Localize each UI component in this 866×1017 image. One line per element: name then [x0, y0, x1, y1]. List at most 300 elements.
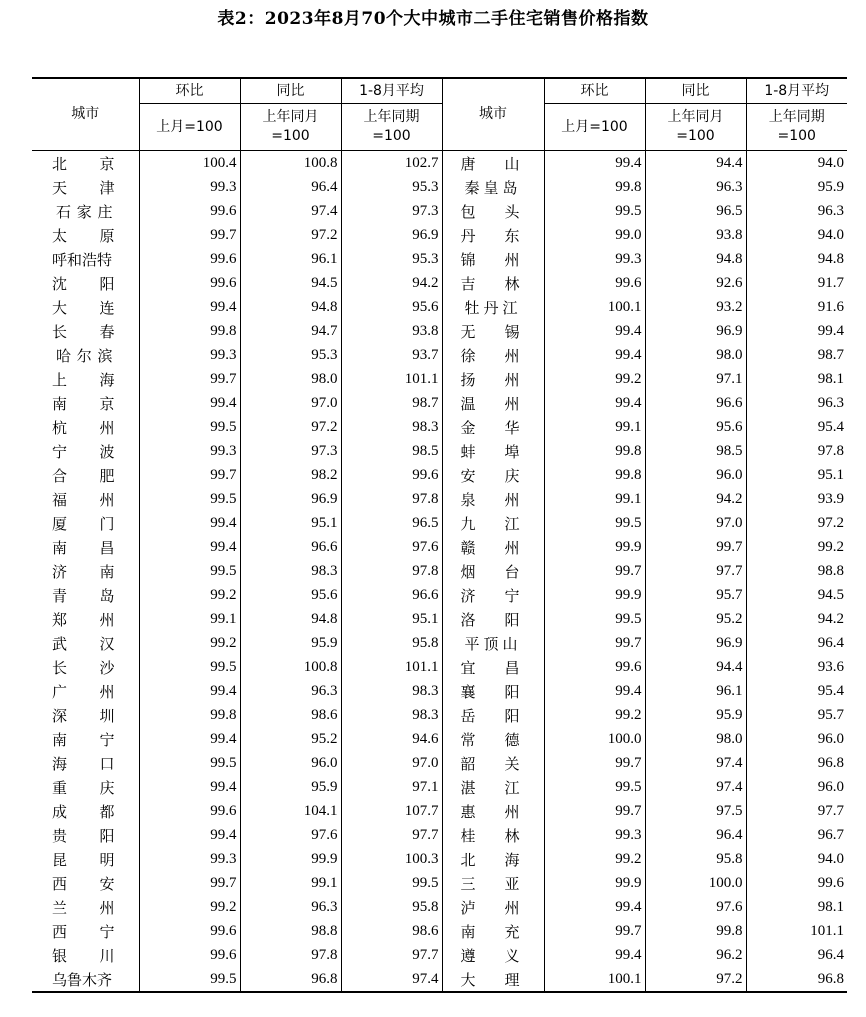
avg-index-left: 95.3 — [341, 175, 442, 199]
table-row — [32, 631, 847, 655]
mom-index-right: 99.8 — [544, 463, 645, 487]
table-row — [32, 727, 847, 751]
city-name-right: 遵义 — [442, 943, 544, 967]
city-name-right: 韶关 — [442, 751, 544, 775]
city-name-right: 丹东 — [442, 223, 544, 247]
city-name-left: 大连 — [32, 295, 139, 319]
avg-index-right: 95.7 — [817, 706, 844, 723]
avg-index-right: 101.1 — [810, 922, 844, 939]
city-name-right: 宜昌 — [442, 655, 544, 679]
avg-header-right: 1-8月平均 — [746, 78, 847, 104]
avg-index-right: 95.1 — [817, 466, 844, 483]
avg-index-right: 96.4 — [817, 634, 844, 651]
table-row — [32, 799, 847, 823]
yoy-index-right: 95.9 — [645, 703, 746, 727]
yoy-index-left: 96.1 — [240, 247, 341, 271]
yoy-index-left: 94.7 — [240, 319, 341, 343]
yoy-index-left: 95.2 — [240, 727, 341, 751]
yoy-subheader-left: 上年同月 =100 — [240, 104, 341, 151]
city-name-left: 郑州 — [32, 607, 139, 631]
yoy-index-left: 97.3 — [240, 439, 341, 463]
city-name-left: 长沙 — [32, 655, 139, 679]
avg-index-right: 98.1 — [817, 370, 844, 387]
yoy-index-left: 99.9 — [240, 847, 341, 871]
mom-index-right: 99.2 — [544, 847, 645, 871]
mom-index-left: 99.4 — [139, 727, 240, 751]
table-row — [32, 319, 847, 343]
city-name-right: 岳阳 — [442, 703, 544, 727]
mom-index-left: 99.3 — [139, 439, 240, 463]
mom-index-left: 99.6 — [139, 943, 240, 967]
mom-index-right: 99.4 — [544, 943, 645, 967]
mom-index-right: 99.9 — [544, 871, 645, 895]
yoy-index-right: 95.7 — [645, 583, 746, 607]
city-name-left: 杭州 — [32, 415, 139, 439]
city-name-left: 天津 — [32, 175, 139, 199]
city-name-left: 青岛 — [32, 583, 139, 607]
page-title: 表2：2023年8月70个大中城市二手住宅销售价格指数 — [217, 9, 649, 29]
avg-index-right: 94.5 — [817, 586, 844, 603]
avg-index-left: 93.7 — [341, 343, 442, 367]
yoy-index-left: 94.5 — [240, 271, 341, 295]
avg-index-left: 100.3 — [341, 847, 442, 871]
avg-index-right: 95.9 — [817, 178, 844, 195]
city-name-right: 泸州 — [442, 895, 544, 919]
table-row — [32, 679, 847, 703]
table-row — [32, 703, 847, 727]
city-name-right: 温州 — [442, 391, 544, 415]
yoy-index-right: 96.4 — [645, 823, 746, 847]
mom-index-right: 99.7 — [544, 631, 645, 655]
yoy-index-right: 98.0 — [645, 727, 746, 751]
avg-index-left: 95.1 — [341, 607, 442, 631]
yoy-index-left: 95.9 — [240, 775, 341, 799]
yoy-index-right: 97.0 — [645, 511, 746, 535]
mom-index-right: 99.4 — [544, 679, 645, 703]
yoy-index-right: 93.2 — [645, 295, 746, 319]
yoy-index-left: 96.3 — [240, 895, 341, 919]
avg-index-left: 96.6 — [341, 583, 442, 607]
city-name-right: 湛江 — [442, 775, 544, 799]
avg-index-right: 96.3 — [817, 394, 844, 411]
avg-index-right: 96.3 — [817, 202, 844, 219]
city-name-left: 乌鲁木齐 — [32, 967, 139, 992]
avg-index-left: 99.6 — [341, 463, 442, 487]
yoy-index-left: 96.0 — [240, 751, 341, 775]
mom-index-right: 99.0 — [544, 223, 645, 247]
mom-index-right: 99.3 — [544, 247, 645, 271]
avg-index-left: 96.9 — [341, 223, 442, 247]
mom-index-right: 99.4 — [544, 895, 645, 919]
mom-index-right: 100.1 — [544, 295, 645, 319]
yoy-index-left: 100.8 — [240, 655, 341, 679]
avg-index-left: 98.3 — [341, 415, 442, 439]
mom-index-right: 99.8 — [544, 175, 645, 199]
table-row — [32, 199, 847, 223]
mom-index-right: 99.1 — [544, 415, 645, 439]
table-row — [32, 151, 847, 176]
city-name-right: 三亚 — [442, 871, 544, 895]
mom-index-right: 99.5 — [544, 775, 645, 799]
yoy-index-left: 104.1 — [240, 799, 341, 823]
avg-index-right: 96.8 — [746, 967, 847, 992]
city-name-left: 西安 — [32, 871, 139, 895]
mom-index-left: 99.6 — [139, 799, 240, 823]
city-name-left: 西宁 — [32, 919, 139, 943]
mom-index-right: 99.7 — [544, 559, 645, 583]
avg-index-right: 99.4 — [817, 322, 844, 339]
avg-index-left: 94.2 — [341, 271, 442, 295]
avg-index-right: 96.0 — [817, 730, 844, 747]
yoy-index-left: 98.0 — [240, 367, 341, 391]
city-name-right: 泉州 — [442, 487, 544, 511]
mom-index-right: 99.6 — [544, 271, 645, 295]
price-index-table — [32, 77, 847, 993]
avg-index-left: 98.6 — [341, 919, 442, 943]
mom-index-right: 99.4 — [544, 343, 645, 367]
avg-index-left: 95.6 — [341, 295, 442, 319]
mom-index-left: 99.4 — [139, 295, 240, 319]
mom-index-left: 99.2 — [139, 583, 240, 607]
city-name-left: 南宁 — [32, 727, 139, 751]
yoy-subheader-right: 上年同月 =100 — [645, 104, 746, 151]
city-header-left: 城市 — [32, 78, 139, 151]
city-name-left: 合肥 — [32, 463, 139, 487]
city-name-left: 长春 — [32, 319, 139, 343]
city-name-right: 惠州 — [442, 799, 544, 823]
mom-index-left: 99.5 — [139, 655, 240, 679]
mom-index-left: 99.4 — [139, 511, 240, 535]
yoy-index-right: 99.7 — [645, 535, 746, 559]
mom-index-right: 99.3 — [544, 823, 645, 847]
avg-index-left: 94.6 — [341, 727, 442, 751]
mom-index-right: 99.2 — [544, 367, 645, 391]
avg-index-left: 97.7 — [341, 823, 442, 847]
avg-index-right: 94.0 — [817, 226, 844, 243]
city-name-right: 北海 — [442, 847, 544, 871]
yoy-index-left: 96.6 — [240, 535, 341, 559]
mom-index-right: 99.4 — [544, 151, 645, 176]
yoy-index-right: 96.6 — [645, 391, 746, 415]
city-name-left: 哈尔滨 — [32, 343, 139, 367]
city-name-left: 太原 — [32, 223, 139, 247]
avg-index-left: 97.3 — [341, 199, 442, 223]
yoy-index-right: 96.1 — [645, 679, 746, 703]
mom-index-left: 99.3 — [139, 175, 240, 199]
avg-index-right: 93.6 — [817, 658, 844, 675]
table-row — [32, 655, 847, 679]
avg-index-right: 93.9 — [817, 490, 844, 507]
table-row — [32, 343, 847, 367]
mom-index-right: 99.7 — [544, 799, 645, 823]
mom-index-left: 99.1 — [139, 607, 240, 631]
avg-index-left: 107.7 — [341, 799, 442, 823]
avg-index-left: 97.7 — [341, 943, 442, 967]
yoy-index-right: 96.9 — [645, 319, 746, 343]
avg-index-left: 98.3 — [341, 703, 442, 727]
city-name-left: 福州 — [32, 487, 139, 511]
yoy-index-right: 94.2 — [645, 487, 746, 511]
city-name-left: 南京 — [32, 391, 139, 415]
mom-index-right: 99.4 — [544, 319, 645, 343]
city-name-right: 吉林 — [442, 271, 544, 295]
avg-index-left: 97.4 — [341, 967, 442, 992]
avg-index-right: 94.0 — [817, 154, 844, 171]
avg-index-left: 95.3 — [341, 247, 442, 271]
mom-index-left: 99.5 — [139, 559, 240, 583]
avg-index-right: 96.8 — [817, 754, 844, 771]
mom-index-left: 99.3 — [139, 847, 240, 871]
yoy-index-right: 100.0 — [645, 871, 746, 895]
mom-index-right: 99.9 — [544, 583, 645, 607]
mom-index-left: 99.7 — [139, 463, 240, 487]
avg-index-right: 97.2 — [817, 514, 844, 531]
city-name-right: 牡丹江 — [442, 295, 544, 319]
avg-index-left: 95.8 — [341, 631, 442, 655]
mom-index-left: 100.4 — [139, 151, 240, 176]
avg-index-right: 91.7 — [817, 274, 844, 291]
yoy-index-left: 96.9 — [240, 487, 341, 511]
mom-index-left: 99.6 — [139, 271, 240, 295]
yoy-index-right: 93.8 — [645, 223, 746, 247]
mom-index-right: 100.0 — [544, 727, 645, 751]
avg-index-right: 98.7 — [817, 346, 844, 363]
yoy-index-left: 99.1 — [240, 871, 341, 895]
table-row — [32, 751, 847, 775]
table-row — [32, 295, 847, 319]
avg-index-right: 91.6 — [817, 298, 844, 315]
yoy-index-right: 95.8 — [645, 847, 746, 871]
avg-header-left: 1-8月平均 — [341, 78, 442, 104]
yoy-index-left: 97.2 — [240, 415, 341, 439]
yoy-index-left: 98.6 — [240, 703, 341, 727]
table-row — [32, 367, 847, 391]
yoy-index-left: 97.2 — [240, 223, 341, 247]
city-name-left: 昆明 — [32, 847, 139, 871]
mom-index-right: 99.5 — [544, 511, 645, 535]
yoy-index-right: 97.5 — [645, 799, 746, 823]
yoy-index-right: 96.2 — [645, 943, 746, 967]
mom-index-right: 99.7 — [544, 751, 645, 775]
avg-index-left: 101.1 — [341, 655, 442, 679]
city-name-right: 扬州 — [442, 367, 544, 391]
city-name-right: 襄阳 — [442, 679, 544, 703]
city-name-left: 海口 — [32, 751, 139, 775]
yoy-index-right: 95.2 — [645, 607, 746, 631]
avg-index-right: 94.2 — [817, 610, 844, 627]
city-name-right: 金华 — [442, 415, 544, 439]
avg-index-left: 98.5 — [341, 439, 442, 463]
city-name-right: 锦州 — [442, 247, 544, 271]
avg-index-left: 97.8 — [341, 559, 442, 583]
avg-index-left: 97.0 — [341, 751, 442, 775]
avg-index-right: 99.6 — [817, 874, 844, 891]
city-name-right: 赣州 — [442, 535, 544, 559]
yoy-index-left: 95.6 — [240, 583, 341, 607]
table-row — [32, 487, 847, 511]
city-name-left: 上海 — [32, 367, 139, 391]
table-row — [32, 559, 847, 583]
city-header-right: 城市 — [442, 78, 544, 151]
mom-index-left: 99.5 — [139, 967, 240, 992]
table-row — [32, 943, 847, 967]
yoy-index-right: 92.6 — [645, 271, 746, 295]
city-name-right: 包头 — [442, 199, 544, 223]
city-name-left: 沈阳 — [32, 271, 139, 295]
city-name-left: 深圳 — [32, 703, 139, 727]
mom-index-right: 99.5 — [544, 607, 645, 631]
table-row — [32, 871, 847, 895]
yoy-index-right: 98.5 — [645, 439, 746, 463]
city-name-left: 北京 — [32, 151, 139, 176]
avg-index-left: 98.3 — [341, 679, 442, 703]
table-row — [32, 607, 847, 631]
city-name-left: 武汉 — [32, 631, 139, 655]
yoy-header-right: 同比 — [645, 78, 746, 104]
avg-index-left: 96.5 — [341, 511, 442, 535]
city-name-left: 广州 — [32, 679, 139, 703]
avg-index-left: 102.7 — [341, 151, 442, 176]
city-name-left: 厦门 — [32, 511, 139, 535]
yoy-index-right: 94.8 — [645, 247, 746, 271]
city-name-right: 桂林 — [442, 823, 544, 847]
table-row — [32, 895, 847, 919]
table-row — [32, 247, 847, 271]
avg-index-right: 99.2 — [817, 538, 844, 555]
mom-index-left: 99.5 — [139, 751, 240, 775]
mom-index-left: 99.4 — [139, 823, 240, 847]
avg-index-left: 97.8 — [341, 487, 442, 511]
table-row — [32, 463, 847, 487]
yoy-index-right: 97.4 — [645, 775, 746, 799]
mom-index-left: 99.3 — [139, 343, 240, 367]
city-name-left: 成都 — [32, 799, 139, 823]
avg-index-left: 98.7 — [341, 391, 442, 415]
yoy-index-left: 94.8 — [240, 607, 341, 631]
city-name-right: 蚌埠 — [442, 439, 544, 463]
avg-subheader-left: 上年同期 =100 — [341, 104, 442, 151]
mom-index-left: 99.8 — [139, 703, 240, 727]
mom-index-left: 99.4 — [139, 775, 240, 799]
yoy-index-left: 97.0 — [240, 391, 341, 415]
mom-index-left: 99.2 — [139, 631, 240, 655]
table-row — [32, 271, 847, 295]
mom-index-right: 99.4 — [544, 391, 645, 415]
city-name-right: 济宁 — [442, 583, 544, 607]
yoy-index-right: 97.1 — [645, 367, 746, 391]
city-name-right: 常德 — [442, 727, 544, 751]
avg-index-right: 94.0 — [817, 850, 844, 867]
mom-index-left: 99.7 — [139, 871, 240, 895]
mom-index-right: 99.8 — [544, 439, 645, 463]
city-name-right: 洛阳 — [442, 607, 544, 631]
mom-index-left: 99.6 — [139, 199, 240, 223]
avg-index-right: 95.4 — [817, 418, 844, 435]
avg-index-left: 99.5 — [341, 871, 442, 895]
avg-index-right: 96.7 — [817, 826, 844, 843]
avg-index-right: 96.4 — [817, 946, 844, 963]
city-name-left: 兰州 — [32, 895, 139, 919]
avg-subheader-right: 上年同期 =100 — [746, 104, 847, 151]
city-name-right: 平顶山 — [442, 631, 544, 655]
yoy-index-right: 94.4 — [645, 655, 746, 679]
table-row — [32, 223, 847, 247]
mom-subheader-left: 上月=100 — [139, 104, 240, 151]
yoy-index-right: 98.0 — [645, 343, 746, 367]
mom-header-left: 环比 — [139, 78, 240, 104]
mom-index-left: 99.4 — [139, 679, 240, 703]
table-row — [32, 439, 847, 463]
city-name-left: 宁波 — [32, 439, 139, 463]
avg-index-right: 98.8 — [817, 562, 844, 579]
city-name-left: 重庆 — [32, 775, 139, 799]
table-row — [32, 535, 847, 559]
yoy-index-right: 97.2 — [645, 967, 746, 992]
mom-index-left: 99.6 — [139, 919, 240, 943]
yoy-index-right: 97.7 — [645, 559, 746, 583]
mom-index-left: 99.5 — [139, 487, 240, 511]
mom-header-right: 环比 — [544, 78, 645, 104]
city-name-left: 呼和浩特 — [32, 247, 139, 271]
mom-index-left: 99.2 — [139, 895, 240, 919]
city-name-right: 九江 — [442, 511, 544, 535]
mom-index-right: 99.2 — [544, 703, 645, 727]
city-name-right: 唐山 — [442, 151, 544, 176]
yoy-index-right: 96.9 — [645, 631, 746, 655]
mom-index-left: 99.8 — [139, 319, 240, 343]
table-row — [32, 511, 847, 535]
yoy-index-left: 97.8 — [240, 943, 341, 967]
yoy-index-left: 94.8 — [240, 295, 341, 319]
avg-index-right: 94.8 — [817, 250, 844, 267]
avg-index-right: 97.7 — [817, 802, 844, 819]
table-row — [32, 583, 847, 607]
yoy-index-left: 100.8 — [240, 151, 341, 176]
mom-index-right: 100.1 — [544, 967, 645, 992]
avg-index-left: 97.6 — [341, 535, 442, 559]
avg-index-right: 98.1 — [817, 898, 844, 915]
yoy-index-left: 98.3 — [240, 559, 341, 583]
city-name-right: 秦皇岛 — [442, 175, 544, 199]
city-name-left: 银川 — [32, 943, 139, 967]
mom-index-right: 99.9 — [544, 535, 645, 559]
yoy-index-right: 99.8 — [645, 919, 746, 943]
mom-index-left: 99.7 — [139, 367, 240, 391]
yoy-index-left: 97.4 — [240, 199, 341, 223]
yoy-index-right: 96.0 — [645, 463, 746, 487]
yoy-index-left: 96.3 — [240, 679, 341, 703]
table-row — [32, 847, 847, 871]
yoy-index-right: 96.5 — [645, 199, 746, 223]
city-name-right: 烟台 — [442, 559, 544, 583]
yoy-index-right: 97.4 — [645, 751, 746, 775]
table-row — [32, 775, 847, 799]
city-name-right: 南充 — [442, 919, 544, 943]
yoy-index-right: 97.6 — [645, 895, 746, 919]
city-name-left: 南昌 — [32, 535, 139, 559]
mom-subheader-right: 上月=100 — [544, 104, 645, 151]
table-row — [32, 175, 847, 199]
yoy-index-left: 98.2 — [240, 463, 341, 487]
yoy-index-right: 95.6 — [645, 415, 746, 439]
city-name-left: 石家庄 — [32, 199, 139, 223]
yoy-index-left: 95.9 — [240, 631, 341, 655]
city-name-right: 徐州 — [442, 343, 544, 367]
table-row — [32, 823, 847, 847]
mom-index-left: 99.4 — [139, 535, 240, 559]
yoy-index-left: 96.4 — [240, 175, 341, 199]
avg-index-right: 96.0 — [817, 778, 844, 795]
